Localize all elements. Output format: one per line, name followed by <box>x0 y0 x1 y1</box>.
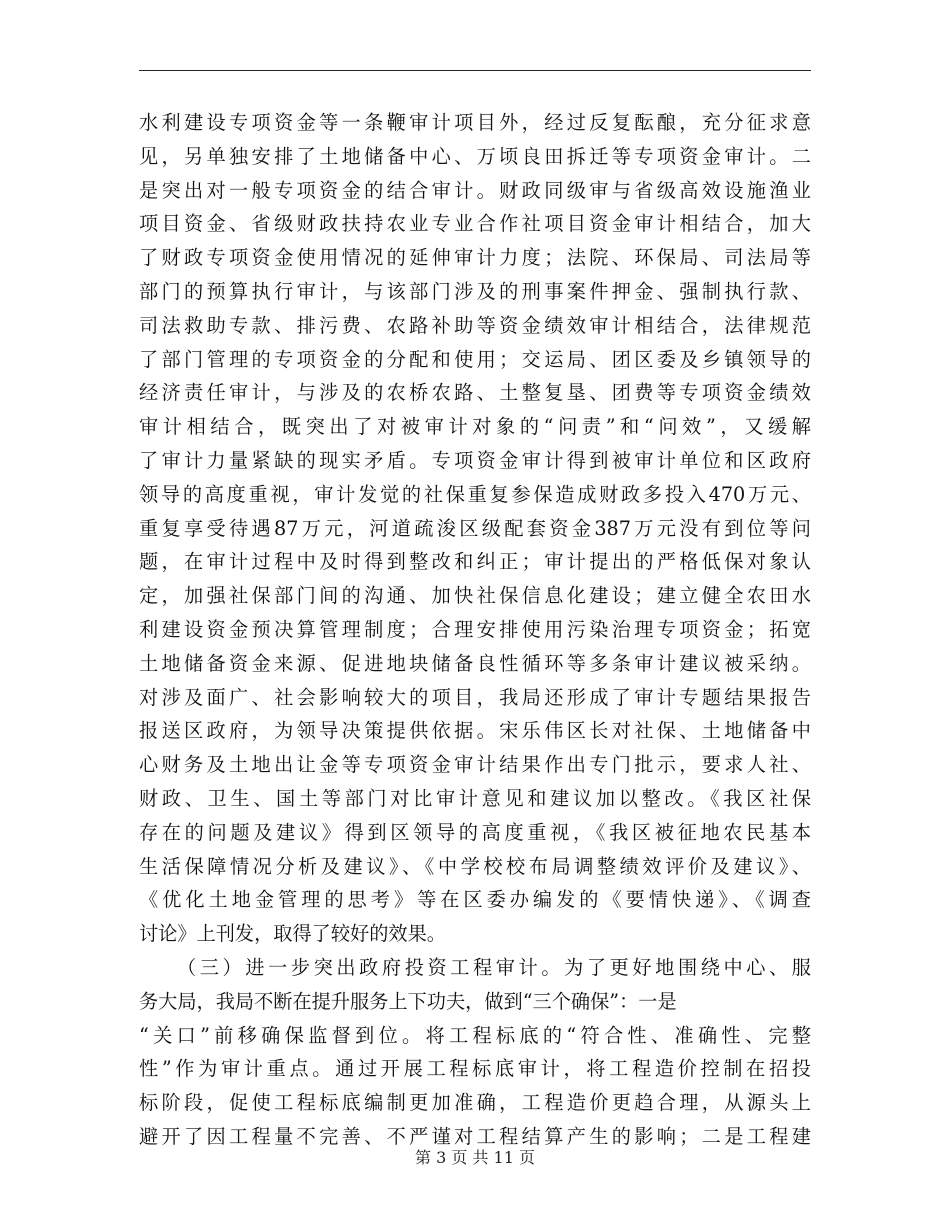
text-line: 了财政专项资金使用情况的延伸审计力度；法院、环保局、司法局等 <box>139 246 811 270</box>
text-line: 审计相结合，既突出了对被审计对象的“问责”和“问效”，又缓解 <box>139 415 811 439</box>
text-line: 司法救助专款、排污费、农路补助等资金绩效审计相结合，法律规范 <box>139 313 811 337</box>
text-line: 讨论》上刊发，取得了较好的效果。 <box>139 922 446 946</box>
text-line: 性”作为审计重点。通过开展工程标底审计，将工程造价控制在招投 <box>139 1057 811 1081</box>
text-line: 部门的预算执行审计，与该部门涉及的刑事案件押金、强制执行款、 <box>139 279 811 303</box>
text-line: 标阶段，促使工程标底编制更加准确，工程造价更趋合理，从源头上 <box>139 1091 811 1115</box>
text-line: 生活保障情况分析及建议》、《中学校校布局调整绩效评价及建议》、 <box>139 854 811 878</box>
text-line: 财政、卫生、国土等部门对比审计意见和建议加以整改。《我区社保 <box>139 786 811 810</box>
text-line: 重复享受待遇87万元，河道疏浚区级配套资金387万元没有到位等问 <box>139 516 811 540</box>
text-line: 定，加强社保部门间的沟通、加快社保信息化建设；建立健全农田水 <box>139 584 811 608</box>
text-line: 了部门管理的专项资金的分配和使用；交运局、团区委及乡镇领导的 <box>139 347 811 371</box>
text-line: 务大局，我局不断在提升服务上下功夫，做到“三个确保”：一是 <box>139 989 677 1013</box>
text-line: 见，另单独安排了土地储备中心、万顷良田拆迁等专项资金审计。二 <box>139 144 811 168</box>
body-text <box>139 106 811 1154</box>
text-line: 利建设资金预决算管理制度；合理安排使用污染治理专项资金；拓宽 <box>139 617 811 641</box>
text-line: 题，在审计过程中及时得到整改和纠正；审计提出的严格低保对象认 <box>139 550 811 574</box>
header-rule <box>139 70 811 71</box>
text-line: 领导的高度重视，审计发觉的社保重复参保造成财政多投入470万元、 <box>139 482 811 506</box>
text-line: “关口”前移确保监督到位。将工程标底的“符合性、准确性、完整 <box>139 1023 811 1047</box>
text-line: 是突出对一般专项资金的结合审计。财政同级审与省级高效设施渔业 <box>139 178 811 202</box>
text-line: 项目资金、省级财政扶持农业专业合作社项目资金审计相结合，加大 <box>139 212 811 236</box>
text-line: 经济责任审计，与涉及的农桥农路、土整复垦、团费等专项资金绩效 <box>139 381 811 405</box>
text-line: 水利建设专项资金等一条鞭审计项目外，经过反复酝酿，充分征求意 <box>139 111 811 134</box>
text-line: （三）进一步突出政府投资工程审计。为了更好地围绕中心、服 <box>177 955 811 979</box>
page-footer: 第 3 页 共 11 页 <box>415 1148 535 1167</box>
text-line: 对涉及面广、社会影响较大的项目，我局还形成了审计专题结果报告 <box>139 685 811 709</box>
text-line: 存在的问题及建议》得到区领导的高度重视，《我区被征地农民基本 <box>139 820 811 844</box>
text-line: 《优化土地金管理的思考》等在区委办编发的《要情快递》、《调查 <box>139 888 811 912</box>
text-line: 报送区政府，为领导决策提供依据。宋乐伟区长对社保、土地储备中 <box>139 719 811 743</box>
text-line: 避开了因工程量不完善、不严谨对工程结算产生的影响；二是工程建 <box>139 1124 811 1148</box>
text-line: 心财务及土地出让金等专项资金审计结果作出专门批示，要求人社、 <box>139 753 811 777</box>
text-line: 了审计力量紧缺的现实矛盾。专项资金审计得到被审计单位和区政府 <box>139 448 811 472</box>
text-line: 土地储备资金来源、促进地块储备良性循环等多条审计建议被采纳。 <box>139 651 811 675</box>
